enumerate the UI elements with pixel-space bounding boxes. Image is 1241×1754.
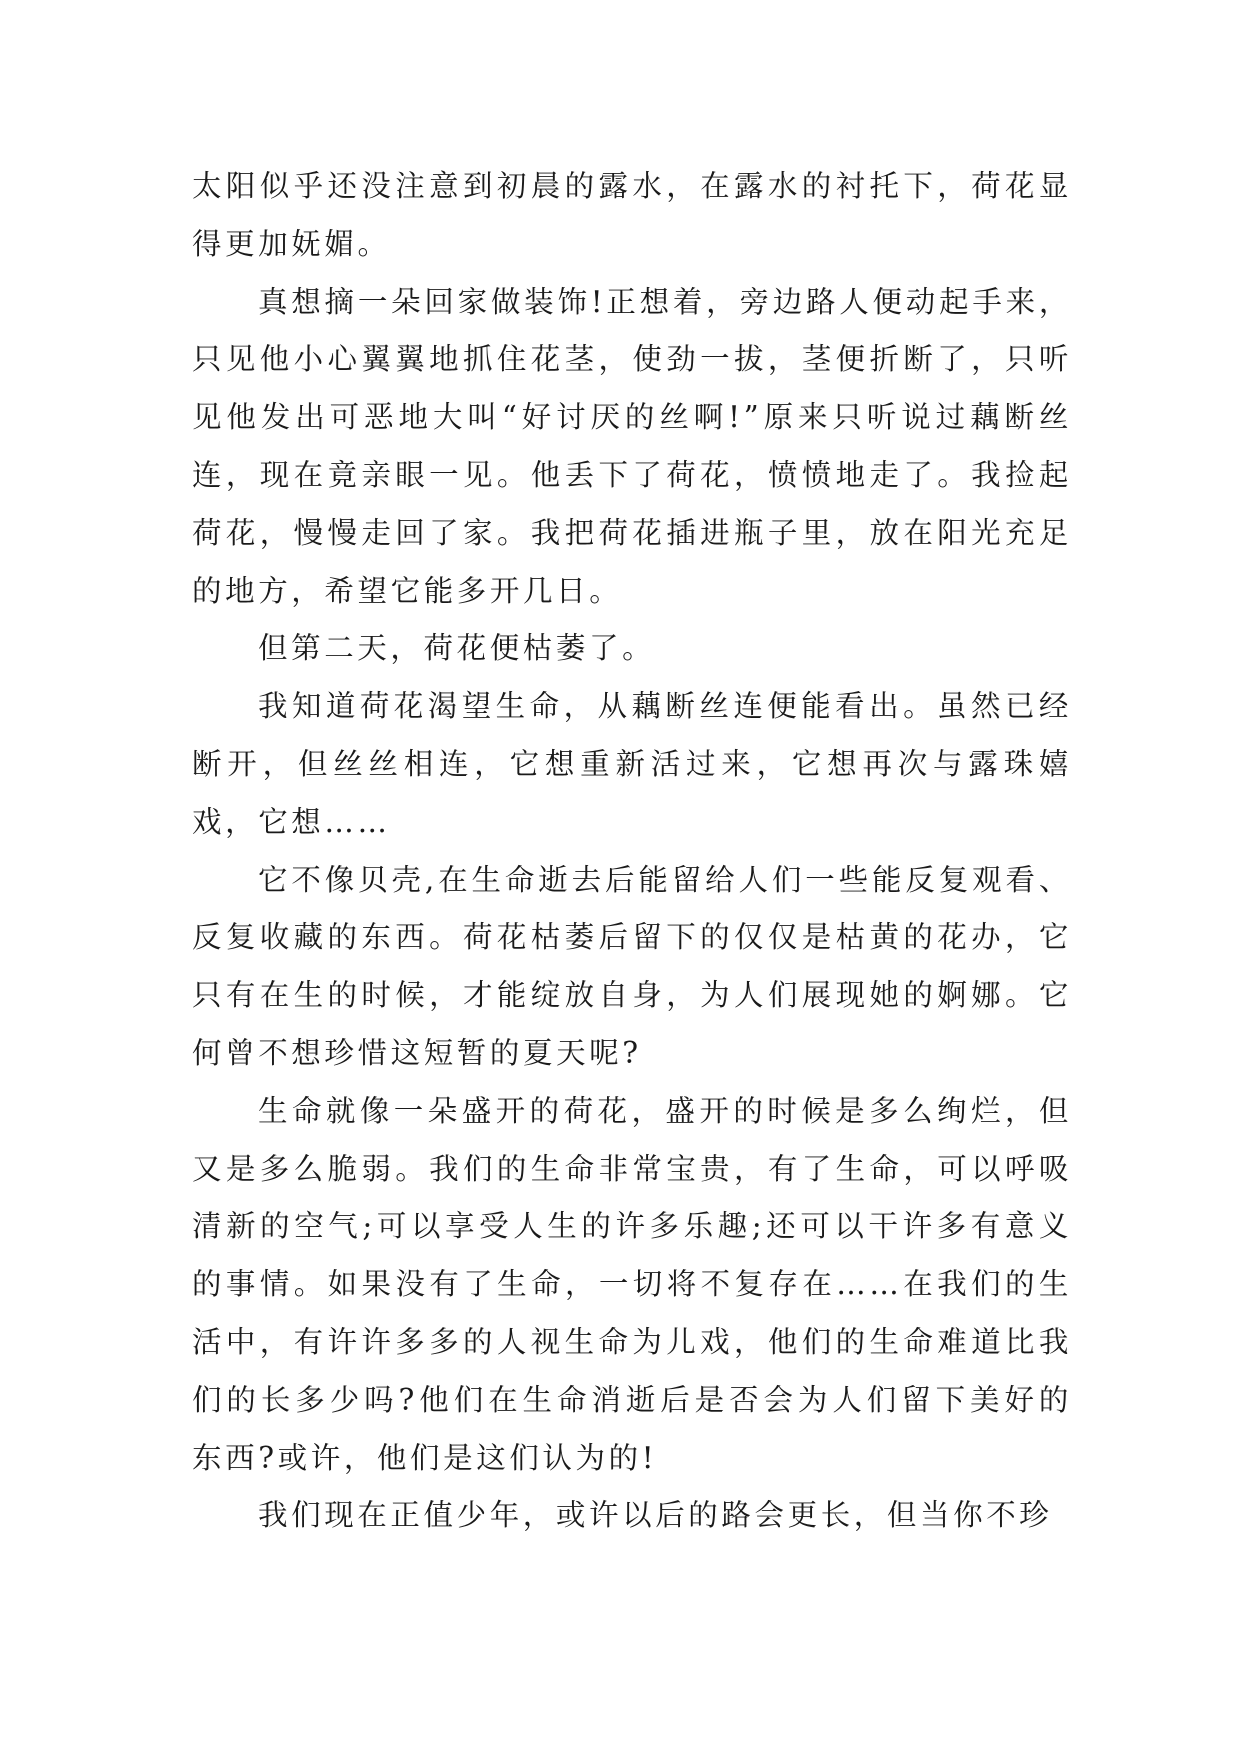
paragraph-4: 我知道荷花渴望生命，从藕断丝连便能看出。虽然已经断开，但丝丝相连，它想重新活过来，它想再次与露珠嬉戏，它想…… — [192, 689, 1072, 839]
body-text — [192, 158, 1072, 1545]
paragraph-6: 生命就像一朵盛开的荷花，盛开的时候是多么绚烂，但又是多么脆弱。我们的生命非常宝贵，有了生命，可以呼吸清新的空气;可以享受人生的许多乐趣;还可以干许多有意义的事情。如果没有了生命，一切将不复存在……在我们的生活中，有许许多多的人视生命为儿戏，他们的生命难道比我们的长多少吗?他们在生命消逝后是否会为人们留下美好的东西?或许，他们是这们认为的! — [192, 1093, 1072, 1475]
paragraph-3: 但第二天，荷花便枯萎了。 — [258, 631, 656, 666]
paragraph-2: 真想摘一朵回家做装饰!正想着，旁边路人便动起手来，只见他小心翼翼地抓住花茎，使劲一拔，茎便折断了，只听见他发出可恶地大叫“好讨厌的丝啊!”原来只听说过藕断丝连，现在竟亲眼一见。他丢下了荷花，愤愤地走了。我捡起荷花，慢慢走回了家。我把荷花插进瓶子里，放在阳光充足的地方，希望它能多开几日。 — [192, 284, 1072, 608]
paragraph-7: 我们现在正值少年，或许以后的路会更长，但当你不珍 — [258, 1498, 1053, 1533]
paragraph-5: 它不像贝壳,在生命逝去后能留给人们一些能反复观看、反复收藏的东西。荷花枯萎后留下的仅仅是枯黄的花办，它只有在生的时候，才能绽放自身，为人们展现她的婀娜。它何曾不想珍惜这短暂的夏天呢? — [192, 862, 1072, 1070]
paragraph-1: 太阳似乎还没注意到初晨的露水，在露水的衬托下，荷花显得更加妩媚。 — [192, 169, 1072, 261]
